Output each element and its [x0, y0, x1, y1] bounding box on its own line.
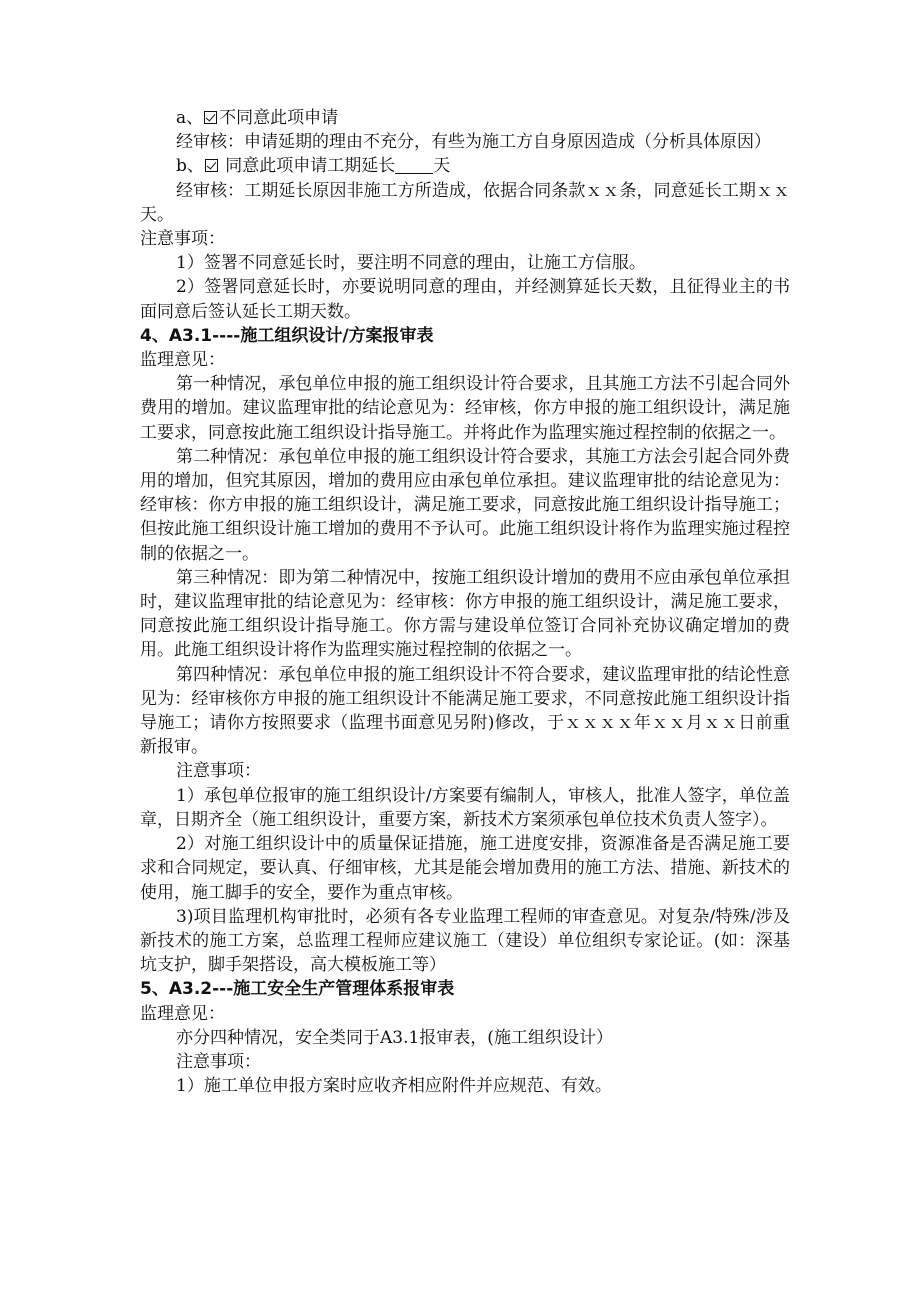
note-item: 1）施工单位申报方案时应收齐相应附件并应规范、有效。: [176, 1076, 612, 1097]
checkbox-checked-icon: [205, 159, 218, 172]
note-item: 2）签署同意延长时，亦要说明同意的理由，并经测算延长天数，且征得业主的书面同意后签认延长工期天数。: [140, 277, 790, 322]
note-item: 3)项目监理机构审批时，必须有各专业监理工程师的审查意见。对复杂/特殊/涉及新技术的施工方案，总监理工程师应建议施工（建设）单位组织专家论证。(如：深基坑支护，脚手架搭设，高大模板施工等）: [140, 906, 790, 976]
section-heading-5: 5、A3.2---施工安全生产管理体系报审表: [140, 979, 455, 1000]
notes-label: 注意事项：: [176, 1051, 261, 1072]
notes-label: 注意事项：: [176, 761, 261, 782]
option-b-text: 同意此项申请工期延长: [219, 156, 396, 177]
case-paragraph: 第一种情况，承包单位申报的施工组织设计符合要求，且其施工方法不引起合同外费用的增加。建议监理审批的结论意见为：经审核，你方申报的施工组织设计，满足施工要求，同意按此施工组织设计指导施工。并将此作为监理实施过程控制的依据之一。: [140, 374, 790, 443]
option-b-review: 经审核：工期延长原因非施工方所造成，依据合同条款ｘｘ条，同意延长工期ｘｘ天。: [140, 180, 790, 225]
note-item: 1）承包单位报审的施工组织设计/方案要有编制人，审核人，批准人签字，单位盖章，日期齐全（施工组织设计，重要方案，新技术方案须承包单位技术负责人签字）。: [140, 785, 790, 830]
case-paragraph: 亦分四种情况，安全类同于A3.1报审表，(施工组织设计）: [176, 1027, 613, 1048]
note-item: 2）对施工组织设计中的质量保证措施，施工进度安排，资源准备是否满足施工要求和合同规定，要认真、仔细审核，尤其是能会增加费用的施工方法、措施、新技术的使用，施工脚手的安全，要作为重点审核。: [140, 834, 790, 903]
document-body: [140, 106, 790, 1098]
option-b-line: [140, 154, 790, 178]
section-heading-4: 4、A3.1----施工组织设计/方案报审表: [140, 325, 434, 346]
case-paragraph: 第四种情况：承包单位申报的施工组织设计不符合要求，建议监理审批的结论性意见为：经审核你方申报的施工组织设计不能满足施工要求，不同意按此施工组织设计指导施工；请你方按照要求（监理书面意见另附)修改，于ｘｘｘｘ年ｘｘ月ｘｘ日前重新报审。: [140, 664, 790, 758]
note-item: 1）签署不同意延长时，要注明不同意的理由，让施工方信服。: [176, 253, 646, 274]
option-a-review: 经审核：申请延期的理由不充分，有些为施工方自身原因造成（分析具体原因）: [176, 132, 771, 153]
opinion-label: 监理意见：: [140, 1003, 225, 1024]
case-paragraph: 第三种情况：即为第二种情况中，按施工组织设计增加的费用不应由承包单位承担时，建议监理审批的结论意见为：经审核：你方申报的施工组织设计，满足施工要求，同意按此施工组织设计指导施工。你方需与建设单位签订合同补充协议确定增加的费用。此施工组织设计将作为监理实施过程控制的依据之一。: [140, 567, 790, 661]
option-b-unit: 天: [433, 156, 451, 177]
option-a-text: 不同意此项申请: [219, 108, 339, 128]
option-a-line: [140, 106, 790, 130]
blank-underline: [395, 155, 433, 174]
notes-label: 注意事项：: [140, 229, 225, 250]
case-paragraph: 第二种情况：承包单位申报的施工组织设计符合要求，其施工方法会引起合同外费用的增加，但究其原因，增加的费用应由承包单位承担。建议监理审批的结论意见为：经审核：你方申报的施工组织设计，满足施工要求，同意按此施工组织设计指导施工；但按此施工组织设计施工增加的费用不予认可。此施工组织设计将作为监理实施过程控制的依据之一。: [140, 446, 790, 564]
opinion-label: 监理意见：: [140, 350, 225, 371]
option-b-prefix: b、: [176, 156, 204, 177]
option-a-prefix: a、: [176, 108, 204, 128]
checkbox-checked-icon: [204, 111, 217, 124]
